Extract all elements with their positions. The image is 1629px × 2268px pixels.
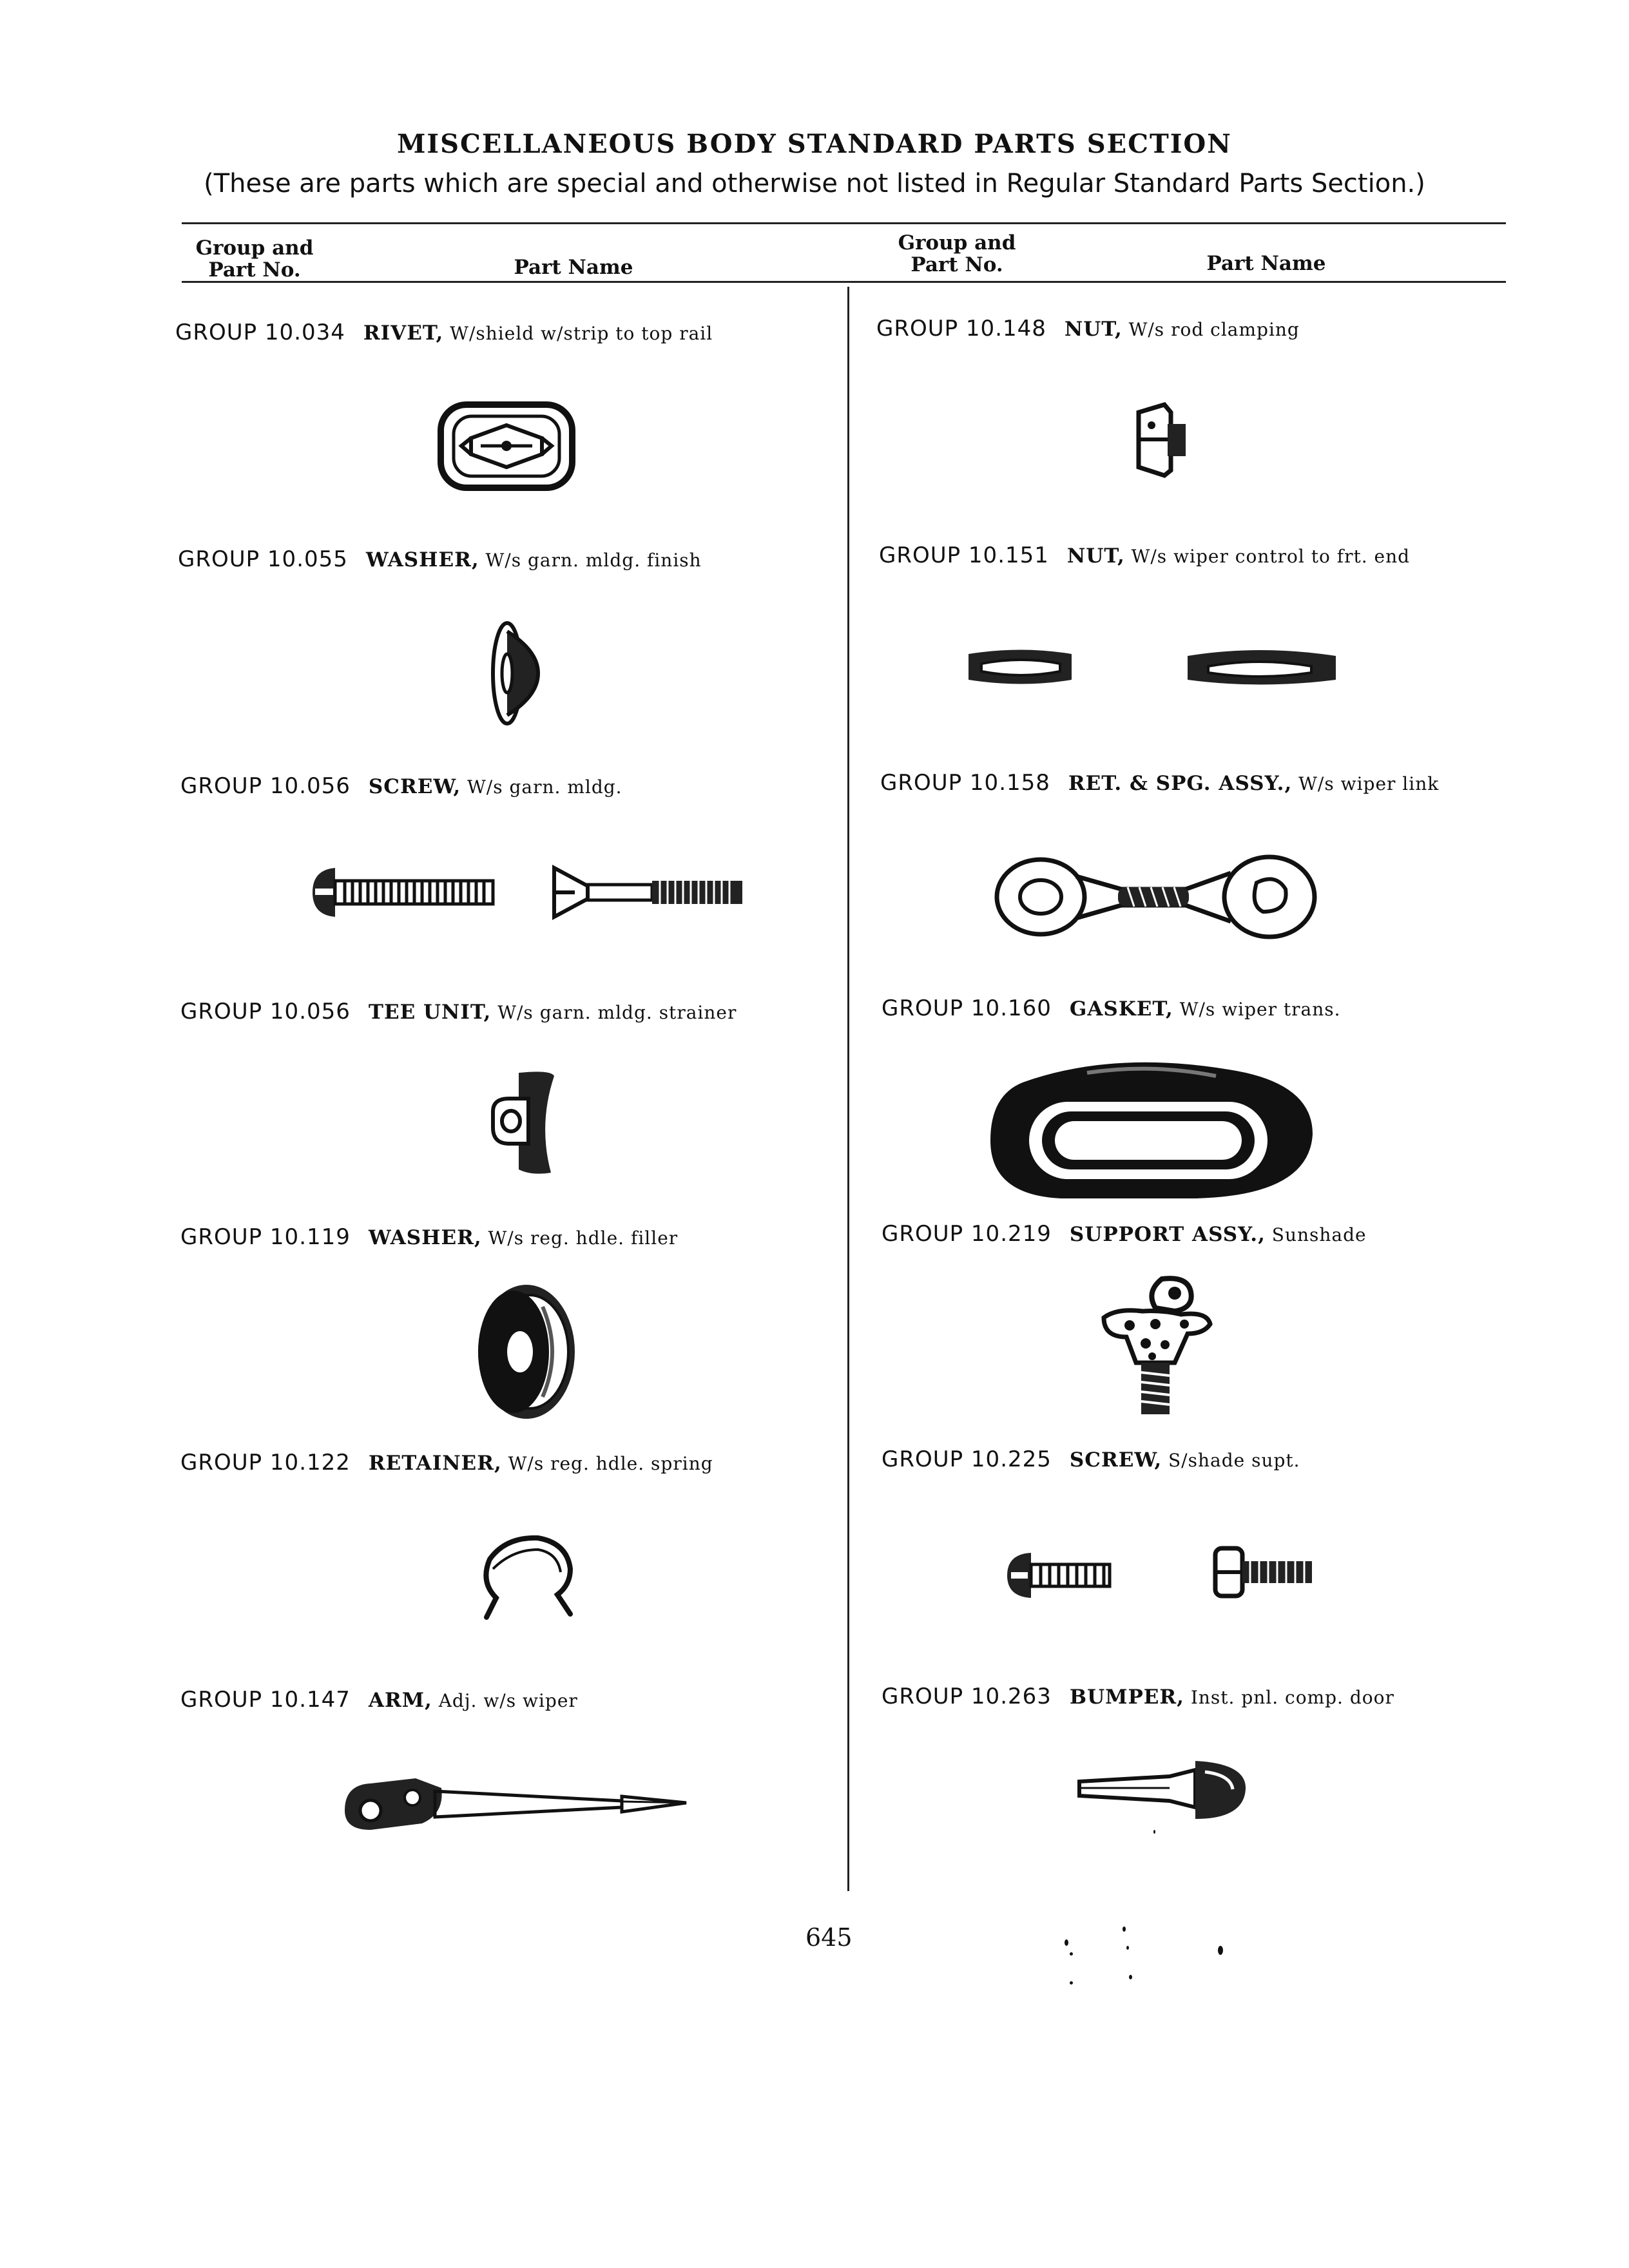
left-group-header-line1: Group and [195,236,314,260]
spring-retainer-icon [467,1530,583,1624]
part-group-number: GROUP 10.158 [880,770,1050,796]
scan-speck [1070,1952,1073,1956]
right-group-header-line2: Part No. [911,253,1003,276]
clamping-nut-icon [1132,399,1190,480]
wiper-control-nut-icon [963,644,1076,689]
right-entry-5 [882,1221,1367,1247]
part-name-main: RET. & SPG. ASSY., [1068,772,1293,795]
part-name-desc: S/shade supt. [1168,1450,1300,1471]
header-bottom-rule [182,281,1506,283]
left-entry-2 [178,546,702,572]
part-name-desc: W/shield w/strip to top rail [450,323,713,344]
scan-speck [1123,1927,1126,1932]
scan-speck [1065,1939,1068,1946]
right-group-header-line1: Group and [898,231,1016,255]
part-group-number: GROUP 10.056 [180,999,351,1024]
rivet-icon [436,399,577,493]
right-entry-1 [876,316,1300,341]
left-entry-4 [180,999,737,1024]
part-name-desc: W/s garn. mldg. [467,776,622,798]
part-name [1070,1223,1367,1246]
sunshade-support-icon [1091,1273,1220,1424]
wiper-arm-icon [338,1765,693,1843]
scan-speck [1153,1830,1155,1834]
gasket-icon [984,1057,1319,1205]
left-entry-6 [180,1450,713,1475]
left-name-header: Part Name [514,256,633,279]
part-name-desc: W/s reg. hdle. filler [488,1227,679,1249]
part-group-number: GROUP 10.056 [180,773,351,799]
left-entry-1 [175,320,713,345]
shade-screw-icon [1210,1543,1316,1601]
right-entry-7 [882,1684,1394,1709]
left-group-header-line2: Part No. [208,258,301,282]
part-name-main: ARM, [368,1689,432,1712]
left-entry-5 [180,1224,678,1250]
part-name-main: RETAINER, [368,1452,502,1475]
part-name-desc: W/s wiper link [1298,773,1440,794]
part-name [1070,997,1341,1021]
part-group-number: GROUP 10.034 [175,320,345,345]
left-group-header [180,237,329,281]
part-name [1068,772,1439,795]
part-name-main: SCREW, [368,775,461,798]
screw-icon [549,860,749,925]
shade-screw-icon [1002,1546,1115,1604]
part-name-main: RIVET, [363,322,444,345]
part-group-number: GROUP 10.147 [180,1687,351,1713]
part-group-number: GROUP 10.160 [882,995,1052,1021]
part-name-main: BUMPER, [1069,1686,1184,1709]
part-name [369,1689,578,1712]
bumper-icon [1073,1756,1250,1827]
part-group-number: GROUP 10.119 [180,1224,351,1250]
filler-washer-icon [465,1281,578,1423]
wiper-control-nut-icon [1182,644,1340,689]
header-top-rule [182,222,1506,224]
part-name-desc: Sunshade [1271,1224,1367,1245]
scan-speck [1070,1981,1073,1984]
part-group-number: GROUP 10.148 [876,316,1046,341]
part-name-main: WASHER, [365,548,479,572]
part-name-desc: W/s garn. mldg. finish [485,550,702,571]
part-name-desc: W/s rod clamping [1128,319,1300,340]
left-entry-7 [180,1687,578,1713]
right-entry-6 [882,1446,1300,1472]
part-name-desc: W/s reg. hdle. spring [508,1453,713,1474]
part-name-main: TEE UNIT, [368,1001,492,1024]
page-title: MISCELLANEOUS BODY STANDARD PARTS SECTION [397,129,1232,159]
scan-speck [1129,1975,1132,1979]
screw-icon [306,860,499,925]
part-name-main: SUPPORT ASSY., [1069,1223,1266,1246]
scan-speck [1126,1946,1129,1950]
part-group-number: GROUP 10.151 [879,543,1049,568]
part-name [366,548,702,572]
part-name-main: NUT, [1066,544,1125,568]
part-name-desc: W/s wiper trans. [1179,999,1341,1020]
column-divider [847,287,849,1891]
part-name [369,1001,737,1024]
right-group-header [880,232,1034,276]
tee-unit-icon [480,1066,564,1179]
part-name [369,775,622,798]
spring-assembly-icon [992,847,1321,947]
part-group-number: GROUP 10.263 [882,1684,1052,1709]
part-name [1067,544,1410,568]
part-name-main: GASKET, [1069,997,1173,1021]
part-name-desc: W/s wiper control to frt. end [1131,546,1411,567]
part-name-desc: Adj. w/s wiper [438,1690,578,1711]
part-group-number: GROUP 10.219 [882,1221,1052,1247]
part-name-desc: Inst. pnl. comp. door [1190,1687,1394,1708]
part-name [369,1226,678,1249]
part-group-number: GROUP 10.225 [882,1446,1052,1472]
washer-icon [487,619,545,728]
left-entry-3 [180,773,622,799]
page-number: 645 [805,1923,853,1952]
part-name [1065,318,1300,341]
part-group-number: GROUP 10.122 [180,1450,351,1475]
scan-speck [1218,1946,1223,1955]
right-entry-2 [879,543,1410,568]
part-name [363,322,713,345]
right-name-header: Part Name [1206,252,1326,275]
part-name [1070,1686,1394,1709]
page-subtitle: (These are parts which are special and otherwise not listed in Regular Standard Parts Section.) [204,169,1425,198]
part-name-main: SCREW, [1069,1448,1162,1472]
right-entry-4 [882,995,1341,1021]
part-name [1070,1448,1300,1472]
part-group-number: GROUP 10.055 [178,546,348,572]
part-name [369,1452,713,1475]
part-name-desc: W/s garn. mldg. strainer [497,1002,737,1023]
part-name-main: WASHER, [368,1226,482,1249]
part-name-main: NUT, [1064,318,1123,341]
right-entry-3 [880,770,1439,796]
